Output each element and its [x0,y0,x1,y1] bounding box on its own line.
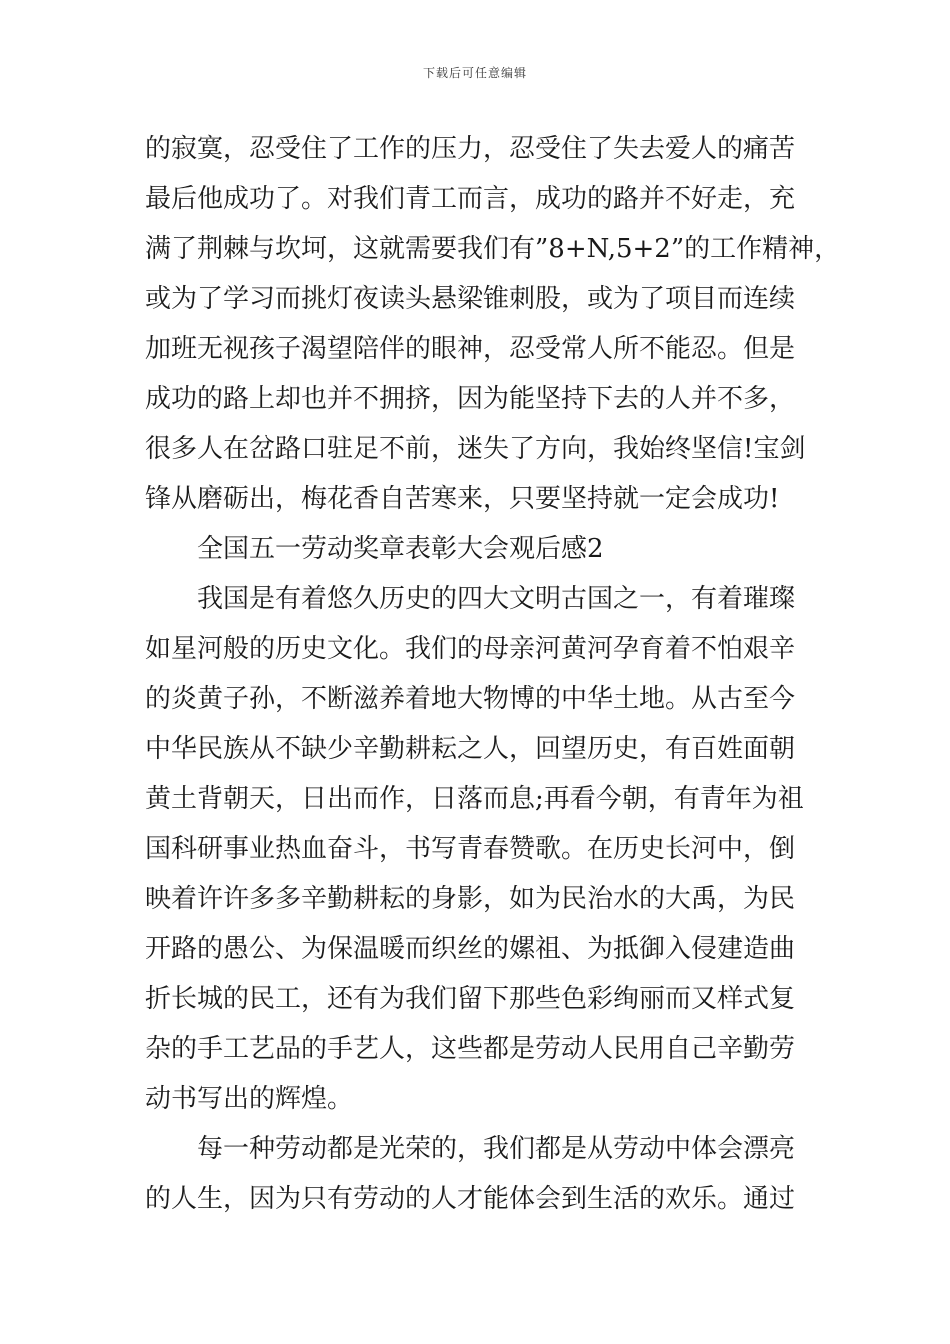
text-line: 黄土背朝天，日出而作，日落而息;再看今朝，有青年为祖 [145,784,804,814]
text-line: 满了荆棘与坎坷，这就需要我们有”8+N,5+2”的工作精神， [145,234,841,264]
text-line: 加班无视孩子渴望陪伴的眼神，忍受常人所不能忍。但是 [145,334,796,364]
text-line: 折长城的民工，还有为我们留下那些色彩绚丽而又样式复 [145,984,796,1014]
text-line: 很多人在岔路口驻足不前，迷失了方向，我始终坚信!宝剑 [145,434,806,464]
text-line: 的人生，因为只有劳动的人才能体会到生活的欢乐。通过 [145,1184,796,1214]
text-line: 开路的愚公、为保温暖而织丝的嫘祖、为抵御入侵建造曲 [145,934,796,964]
text-line: 的炎黄子孙，不断滋养着地大物博的中华土地。从古至今 [145,684,796,714]
text-line: 国科研事业热血奋斗，书写青春赞歌。在历史长河中，倒 [145,834,796,864]
text-line: 杂的手工艺品的手艺人，这些都是劳动人民用自己辛勤劳 [145,1034,796,1064]
text-line: 的寂寞，忍受住了工作的压力，忍受住了失去爱人的痛苦 [145,134,796,164]
text-line: 映着许许多多辛勤耕耘的身影，如为民治水的大禹，为民 [145,884,796,914]
page-header: 下载后可任意编辑 [422,66,527,80]
text-line: 每一种劳动都是光荣的，我们都是从劳动中体会漂亮 [197,1134,796,1164]
text-line: 或为了学习而挑灯夜读头悬梁锥刺股，或为了项目而连续 [145,284,796,314]
text-line: 如星河般的历史文化。我们的母亲河黄河孕育着不怕艰辛 [145,634,796,664]
text-line: 最后他成功了。对我们青工而言，成功的路并不好走，充 [145,184,796,214]
section-heading: 全国五一劳动奖章表彰大会观后感2 [197,534,604,564]
text-line: 锋从磨砺出，梅花香自苦寒来，只要坚持就一定会成功! [145,484,780,514]
text-line: 动书写出的辉煌。 [145,1084,354,1114]
text-line: 中华民族从不缺少辛勤耕耘之人，回望历史，有百姓面朝 [145,734,796,764]
text-line: 成功的路上却也并不拥挤，因为能坚持下去的人并不多， [145,384,796,414]
text-line: 我国是有着悠久历史的四大文明古国之一，有着璀璨 [197,584,796,614]
